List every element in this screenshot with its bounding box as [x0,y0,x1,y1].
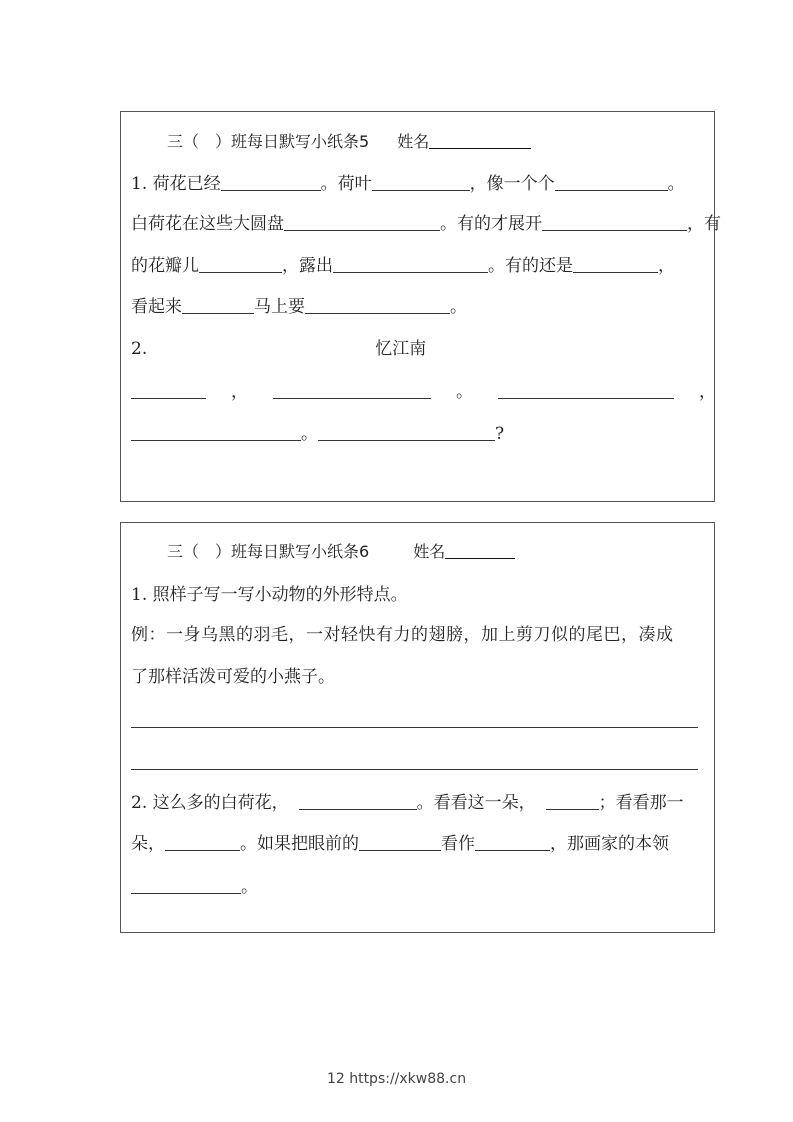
text: 1. 荷花已经 [131,174,221,194]
blank[interactable] [131,422,301,441]
blank[interactable] [555,172,668,191]
dictation-card-5 [120,111,721,502]
poem-line-2 [131,420,504,444]
answer-line-2 [131,749,698,773]
blank[interactable] [318,422,495,441]
text: 。有的才展开 [440,214,542,234]
text: 看起来 [131,297,182,317]
text: 1. 照样子写一写小动物的外形特点。 [131,585,408,605]
card-title: 三（ ）班每日默写小纸条5 [167,132,370,151]
text: 朵， [131,834,165,854]
card-header [167,128,531,152]
page-footer: 12 https://xkw88.cn [326,1071,467,1087]
name-label: 姓名 [397,132,430,151]
dictation-card-6 [120,522,715,933]
q1-line-2 [131,210,721,234]
blank[interactable] [131,380,206,399]
answer-line-1 [131,707,698,731]
name-blank[interactable] [429,130,531,149]
blank[interactable] [299,791,417,810]
text: ， [699,382,716,402]
text: 。 [456,382,473,402]
text: 。 [450,297,467,317]
poem-line-1 [131,378,716,402]
q1-line-3 [131,252,675,276]
text: 2. 这么多的白荷花， [131,793,289,813]
text: 。 [241,877,258,897]
q2-line-2 [131,830,669,854]
text: 看作 [441,834,475,854]
blank[interactable] [182,295,254,314]
q1-line-4 [131,293,467,317]
text: 的花瓣儿 [131,256,199,276]
blank[interactable] [546,791,599,810]
blank[interactable] [475,832,550,851]
text: 了那样活泼可爱的小燕子。 [131,667,335,687]
text: 。 [301,424,318,444]
blank[interactable] [498,380,674,399]
blank[interactable] [165,832,240,851]
q1-prompt [131,581,408,605]
card-header [167,538,515,562]
q2-line-3 [131,873,258,897]
card-title: 三（ ）班每日默写小纸条6 [167,542,370,561]
text: ， [658,256,675,276]
text: ，有 [687,214,721,234]
text: ，露出 [282,256,333,276]
blank[interactable] [131,709,698,728]
blank[interactable] [333,254,488,273]
blank[interactable] [573,254,658,273]
blank[interactable] [199,254,282,273]
blank[interactable] [221,172,321,191]
text: ? [495,424,505,444]
poem-title: 忆江南 [375,339,427,359]
blank[interactable] [131,875,241,894]
question-number: 2. [131,339,148,359]
blank[interactable] [372,172,470,191]
text: ，像一个个 [469,174,555,194]
q1-example-2 [131,663,335,687]
text: ；看看那一 [598,793,684,813]
text: 马上要 [254,297,305,317]
text: 例：一身乌黑的羽毛，一对轻快有力的翅膀，加上剪刀似的尾巴，凑成 [131,625,674,645]
name-label: 姓名 [413,542,446,561]
text: 。 [667,174,685,194]
text: 白荷花在这些大圆盘 [131,214,284,234]
blank[interactable] [305,295,450,314]
text: ， [231,382,248,402]
text: 。看看这一朵， [416,793,536,813]
text: 。有的还是 [488,256,573,276]
text: 。荷叶 [320,174,372,194]
q2-line-1 [131,789,684,813]
name-blank[interactable] [445,540,515,559]
blank[interactable] [273,380,431,399]
blank[interactable] [542,212,687,231]
blank[interactable] [131,751,698,770]
q2-heading [131,335,426,359]
text: 。如果把眼前的 [240,834,359,854]
q1-example-1 [131,621,704,645]
text: ，那画家的本领 [550,834,669,854]
q1-line-1 [131,170,685,194]
blank[interactable] [359,832,441,851]
blank[interactable] [284,212,440,231]
